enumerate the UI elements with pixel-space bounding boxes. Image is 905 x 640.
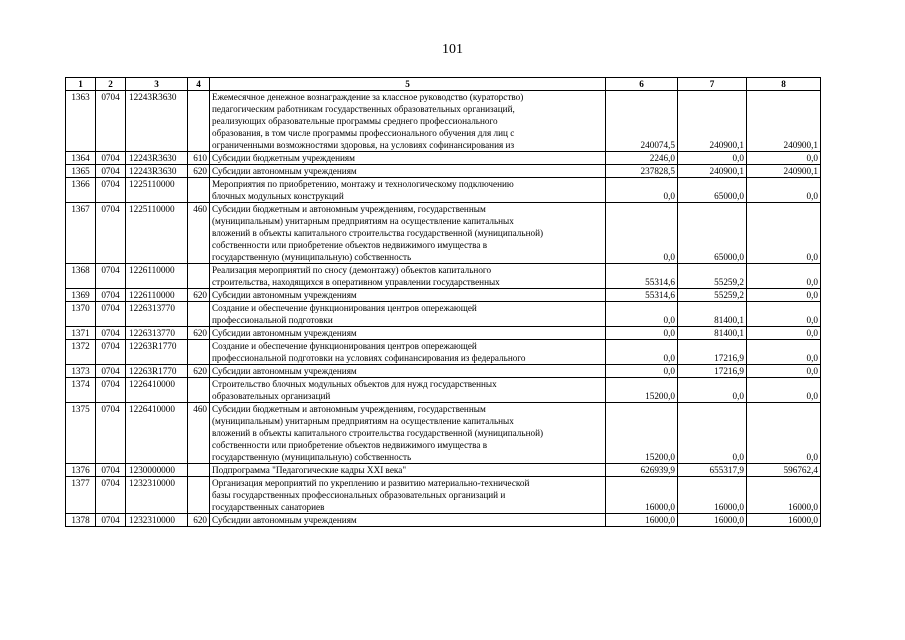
description-cell: [210, 203, 606, 264]
description-cell: [210, 165, 606, 178]
row-number-cell: 1372: [66, 340, 96, 365]
description-line: реализующих образовательные программы среднего профессионального: [212, 116, 498, 126]
amount-col7-cell: 0,0: [678, 378, 747, 403]
amount-col8-cell: 0,0: [747, 178, 821, 203]
description-cell: [210, 289, 606, 302]
description-line: Создание и обеспечение функционирования центров опережающей: [212, 341, 477, 351]
section-code-cell: 0704: [96, 152, 126, 165]
description-cell: [210, 378, 606, 403]
description-cell: [210, 152, 606, 165]
amount-col6-cell: 15200,0: [606, 403, 678, 464]
description-line: профессиональной подготовки на условиях софинансирования из федерального: [212, 353, 526, 363]
target-article-cell: 1226110000: [126, 289, 188, 302]
description-line: профессиональной подготовки: [212, 315, 333, 325]
description-line: педагогическим работникам государственных образовательных организаций,: [212, 104, 515, 114]
section-code-cell: 0704: [96, 514, 126, 527]
section-code-cell: 0704: [96, 403, 126, 464]
amount-col7-cell: 17216,9: [678, 340, 747, 365]
description-cell: [210, 514, 606, 527]
target-article-cell: 1232310000: [126, 514, 188, 527]
amount-col7-cell: 81400,1: [678, 327, 747, 340]
description-line: собственности или приобретение объектов недвижимого имущества в: [212, 240, 488, 250]
target-article-cell: 12263R1770: [126, 340, 188, 365]
description-line: Подпрограмма "Педагогические кадры XXI века": [212, 465, 407, 475]
table-row: [66, 378, 821, 403]
target-article-cell: 1226410000: [126, 403, 188, 464]
amount-col8-cell: 0,0: [747, 340, 821, 365]
table-row: [66, 178, 821, 203]
row-number-cell: 1366: [66, 178, 96, 203]
expense-type-cell: [188, 91, 210, 152]
target-article-cell: 1232310000: [126, 477, 188, 514]
description-line: вложений в объекты капитального строительства государственной (муниципальной): [212, 428, 544, 438]
table-row: [66, 302, 821, 327]
amount-col7-cell: 0,0: [678, 152, 747, 165]
expense-type-cell: [188, 302, 210, 327]
expense-type-cell: [188, 264, 210, 289]
expense-type-cell: 620: [188, 327, 210, 340]
amount-col7-cell: 17216,9: [678, 365, 747, 378]
table-row: [66, 289, 821, 302]
amount-col7-cell: 240900,1: [678, 165, 747, 178]
expense-type-cell: 620: [188, 365, 210, 378]
section-code-cell: 0704: [96, 378, 126, 403]
budget-table: [65, 77, 821, 527]
amount-col7-cell: 16000,0: [678, 514, 747, 527]
amount-col7-cell: 81400,1: [678, 302, 747, 327]
expense-type-cell: 620: [188, 514, 210, 527]
table-row: [66, 340, 821, 365]
section-code-cell: 0704: [96, 178, 126, 203]
amount-col6-cell: 16000,0: [606, 477, 678, 514]
description-line: блочных модульных конструкций: [212, 191, 344, 201]
amount-col7-cell: 65000,0: [678, 178, 747, 203]
amount-col8-cell: 16000,0: [747, 514, 821, 527]
amount-col6-cell: 0,0: [606, 203, 678, 264]
expense-type-cell: [188, 464, 210, 477]
description-line: Субсидии бюджетным и автономным учреждениям, государственным: [212, 404, 486, 414]
table-row: [66, 514, 821, 527]
expense-type-cell: 460: [188, 203, 210, 264]
description-cell: [210, 477, 606, 514]
expense-type-cell: 620: [188, 289, 210, 302]
row-number-cell: 1364: [66, 152, 96, 165]
description-line: Субсидии автономным учреждениям: [212, 166, 357, 176]
row-number-cell: 1370: [66, 302, 96, 327]
amount-col6-cell: 0,0: [606, 340, 678, 365]
table-row: [66, 152, 821, 165]
header-cell: 3: [126, 78, 188, 91]
amount-col6-cell: 2246,0: [606, 152, 678, 165]
description-cell: [210, 327, 606, 340]
target-article-cell: 12243R3630: [126, 91, 188, 152]
table-row: [66, 91, 821, 152]
amount-col7-cell: 0,0: [678, 403, 747, 464]
amount-col8-cell: 0,0: [747, 403, 821, 464]
description-line: (муниципальным) унитарным предприятиям на осуществление капитальных: [212, 416, 514, 426]
row-number-cell: 1374: [66, 378, 96, 403]
header-cell: 4: [188, 78, 210, 91]
description-line: строительства, находящихся в оперативном управлении государственных: [212, 277, 500, 287]
amount-col8-cell: 0,0: [747, 302, 821, 327]
amount-col8-cell: 240900,1: [747, 165, 821, 178]
amount-col8-cell: 240900,1: [747, 91, 821, 152]
description-line: Субсидии автономным учреждениям: [212, 328, 357, 338]
section-code-cell: 0704: [96, 165, 126, 178]
description-line: собственности или приобретение объектов недвижимого имущества в: [212, 440, 488, 450]
amount-col6-cell: 15200,0: [606, 378, 678, 403]
description-cell: [210, 91, 606, 152]
target-article-cell: 1225110000: [126, 203, 188, 264]
amount-col8-cell: 0,0: [747, 264, 821, 289]
header-cell: 6: [606, 78, 678, 91]
amount-col8-cell: 0,0: [747, 203, 821, 264]
target-article-cell: 1225110000: [126, 178, 188, 203]
description-line: государственную (муниципальную) собственность: [212, 452, 412, 462]
amount-col6-cell: 0,0: [606, 178, 678, 203]
expense-type-cell: 610: [188, 152, 210, 165]
amount-col7-cell: 55259,2: [678, 264, 747, 289]
section-code-cell: 0704: [96, 289, 126, 302]
row-number-cell: 1375: [66, 403, 96, 464]
amount-col6-cell: 626939,9: [606, 464, 678, 477]
target-article-cell: 1226313770: [126, 327, 188, 340]
description-line: Субсидии бюджетным учреждениям: [212, 153, 355, 163]
table-row: [66, 365, 821, 378]
amount-col6-cell: 0,0: [606, 302, 678, 327]
amount-col7-cell: 55259,2: [678, 289, 747, 302]
table-row: [66, 203, 821, 264]
description-cell: [210, 464, 606, 477]
expense-type-cell: 620: [188, 165, 210, 178]
row-number-cell: 1378: [66, 514, 96, 527]
description-line: Организация мероприятий по укреплению и развитию материально-технической: [212, 478, 530, 488]
description-line: Создание и обеспечение функционирования центров опережающей: [212, 303, 477, 313]
description-line: Субсидии автономным учреждениям: [212, 290, 357, 300]
amount-col6-cell: 237828,5: [606, 165, 678, 178]
table-row: [66, 464, 821, 477]
section-code-cell: 0704: [96, 327, 126, 340]
expense-type-cell: [188, 477, 210, 514]
amount-col8-cell: 0,0: [747, 152, 821, 165]
page-number: 101: [442, 42, 463, 57]
section-code-cell: 0704: [96, 464, 126, 477]
section-code-cell: 0704: [96, 340, 126, 365]
header-cell: 2: [96, 78, 126, 91]
amount-col7-cell: 655317,9: [678, 464, 747, 477]
header-cell: 1: [66, 78, 96, 91]
row-number-cell: 1367: [66, 203, 96, 264]
row-number-cell: 1369: [66, 289, 96, 302]
header-cell: 5: [210, 78, 606, 91]
target-article-cell: 1226410000: [126, 378, 188, 403]
description-cell: [210, 340, 606, 365]
amount-col8-cell: 0,0: [747, 289, 821, 302]
amount-col6-cell: 16000,0: [606, 514, 678, 527]
section-code-cell: 0704: [96, 203, 126, 264]
section-code-cell: 0704: [96, 91, 126, 152]
section-code-cell: 0704: [96, 302, 126, 327]
section-code-cell: 0704: [96, 264, 126, 289]
table-row: [66, 264, 821, 289]
amount-col7-cell: 65000,0: [678, 203, 747, 264]
description-line: государственных санаториев: [212, 502, 325, 512]
amount-col7-cell: 240900,1: [678, 91, 747, 152]
header-row: [66, 78, 821, 91]
target-article-cell: 1226110000: [126, 264, 188, 289]
amount-col8-cell: 16000,0: [747, 477, 821, 514]
target-article-cell: 1226313770: [126, 302, 188, 327]
amount-col8-cell: 0,0: [747, 327, 821, 340]
description-line: государственную (муниципальную) собственность: [212, 252, 412, 262]
description-cell: [210, 302, 606, 327]
expense-type-cell: [188, 340, 210, 365]
row-number-cell: 1376: [66, 464, 96, 477]
amount-col6-cell: 55314,6: [606, 289, 678, 302]
target-article-cell: 12243R3630: [126, 165, 188, 178]
row-number-cell: 1371: [66, 327, 96, 340]
description-line: Субсидии автономным учреждениям: [212, 515, 357, 525]
description-line: (муниципальным) унитарным предприятиям на осуществление капитальных: [212, 216, 514, 226]
amount-col6-cell: 0,0: [606, 365, 678, 378]
table-row: [66, 477, 821, 514]
amount-col8-cell: 0,0: [747, 365, 821, 378]
amount-col7-cell: 16000,0: [678, 477, 747, 514]
expense-type-cell: 460: [188, 403, 210, 464]
row-number-cell: 1373: [66, 365, 96, 378]
table-row: [66, 327, 821, 340]
section-code-cell: 0704: [96, 365, 126, 378]
description-cell: [210, 365, 606, 378]
table-body: [66, 91, 821, 527]
description-cell: [210, 178, 606, 203]
description-line: ограниченными возможностями здоровья, на условиях софинансирования из: [212, 140, 515, 150]
header-cell: 7: [678, 78, 747, 91]
section-code-cell: 0704: [96, 477, 126, 514]
description-line: Субсидии автономным учреждениям: [212, 366, 357, 376]
description-line: Мероприятия по приобретению, монтажу и технологическому подключению: [212, 179, 514, 189]
table-row: [66, 403, 821, 464]
description-line: образования, в том числе программы профессионального обучения для лиц с: [212, 128, 515, 138]
description-cell: [210, 264, 606, 289]
row-number-cell: 1368: [66, 264, 96, 289]
description-line: вложений в объекты капитального строительства государственной (муниципальной): [212, 228, 544, 238]
header-cell: 8: [747, 78, 821, 91]
amount-col6-cell: 0,0: [606, 327, 678, 340]
description-line: базы государственных профессиональных образовательных организаций и: [212, 490, 506, 500]
description-line: Ежемесячное денежное вознаграждение за классное руководство (кураторство): [212, 92, 524, 102]
description-cell: [210, 403, 606, 464]
target-article-cell: 1230000000: [126, 464, 188, 477]
row-number-cell: 1377: [66, 477, 96, 514]
description-line: Реализация мероприятий по сносу (демонтажу) объектов капитального: [212, 265, 492, 275]
table-row: [66, 165, 821, 178]
amount-col6-cell: 240074,5: [606, 91, 678, 152]
row-number-cell: 1363: [66, 91, 96, 152]
target-article-cell: 12263R1770: [126, 365, 188, 378]
row-number-cell: 1365: [66, 165, 96, 178]
amount-col8-cell: 0,0: [747, 378, 821, 403]
expense-type-cell: [188, 178, 210, 203]
target-article-cell: 12243R3630: [126, 152, 188, 165]
expense-type-cell: [188, 378, 210, 403]
amount-col6-cell: 55314,6: [606, 264, 678, 289]
amount-col8-cell: 596762,4: [747, 464, 821, 477]
description-line: Субсидии бюджетным и автономным учреждениям, государственным: [212, 204, 486, 214]
description-line: Строительство блочных модульных объектов для нужд государственных: [212, 379, 497, 389]
description-line: образовательных организаций: [212, 391, 331, 401]
